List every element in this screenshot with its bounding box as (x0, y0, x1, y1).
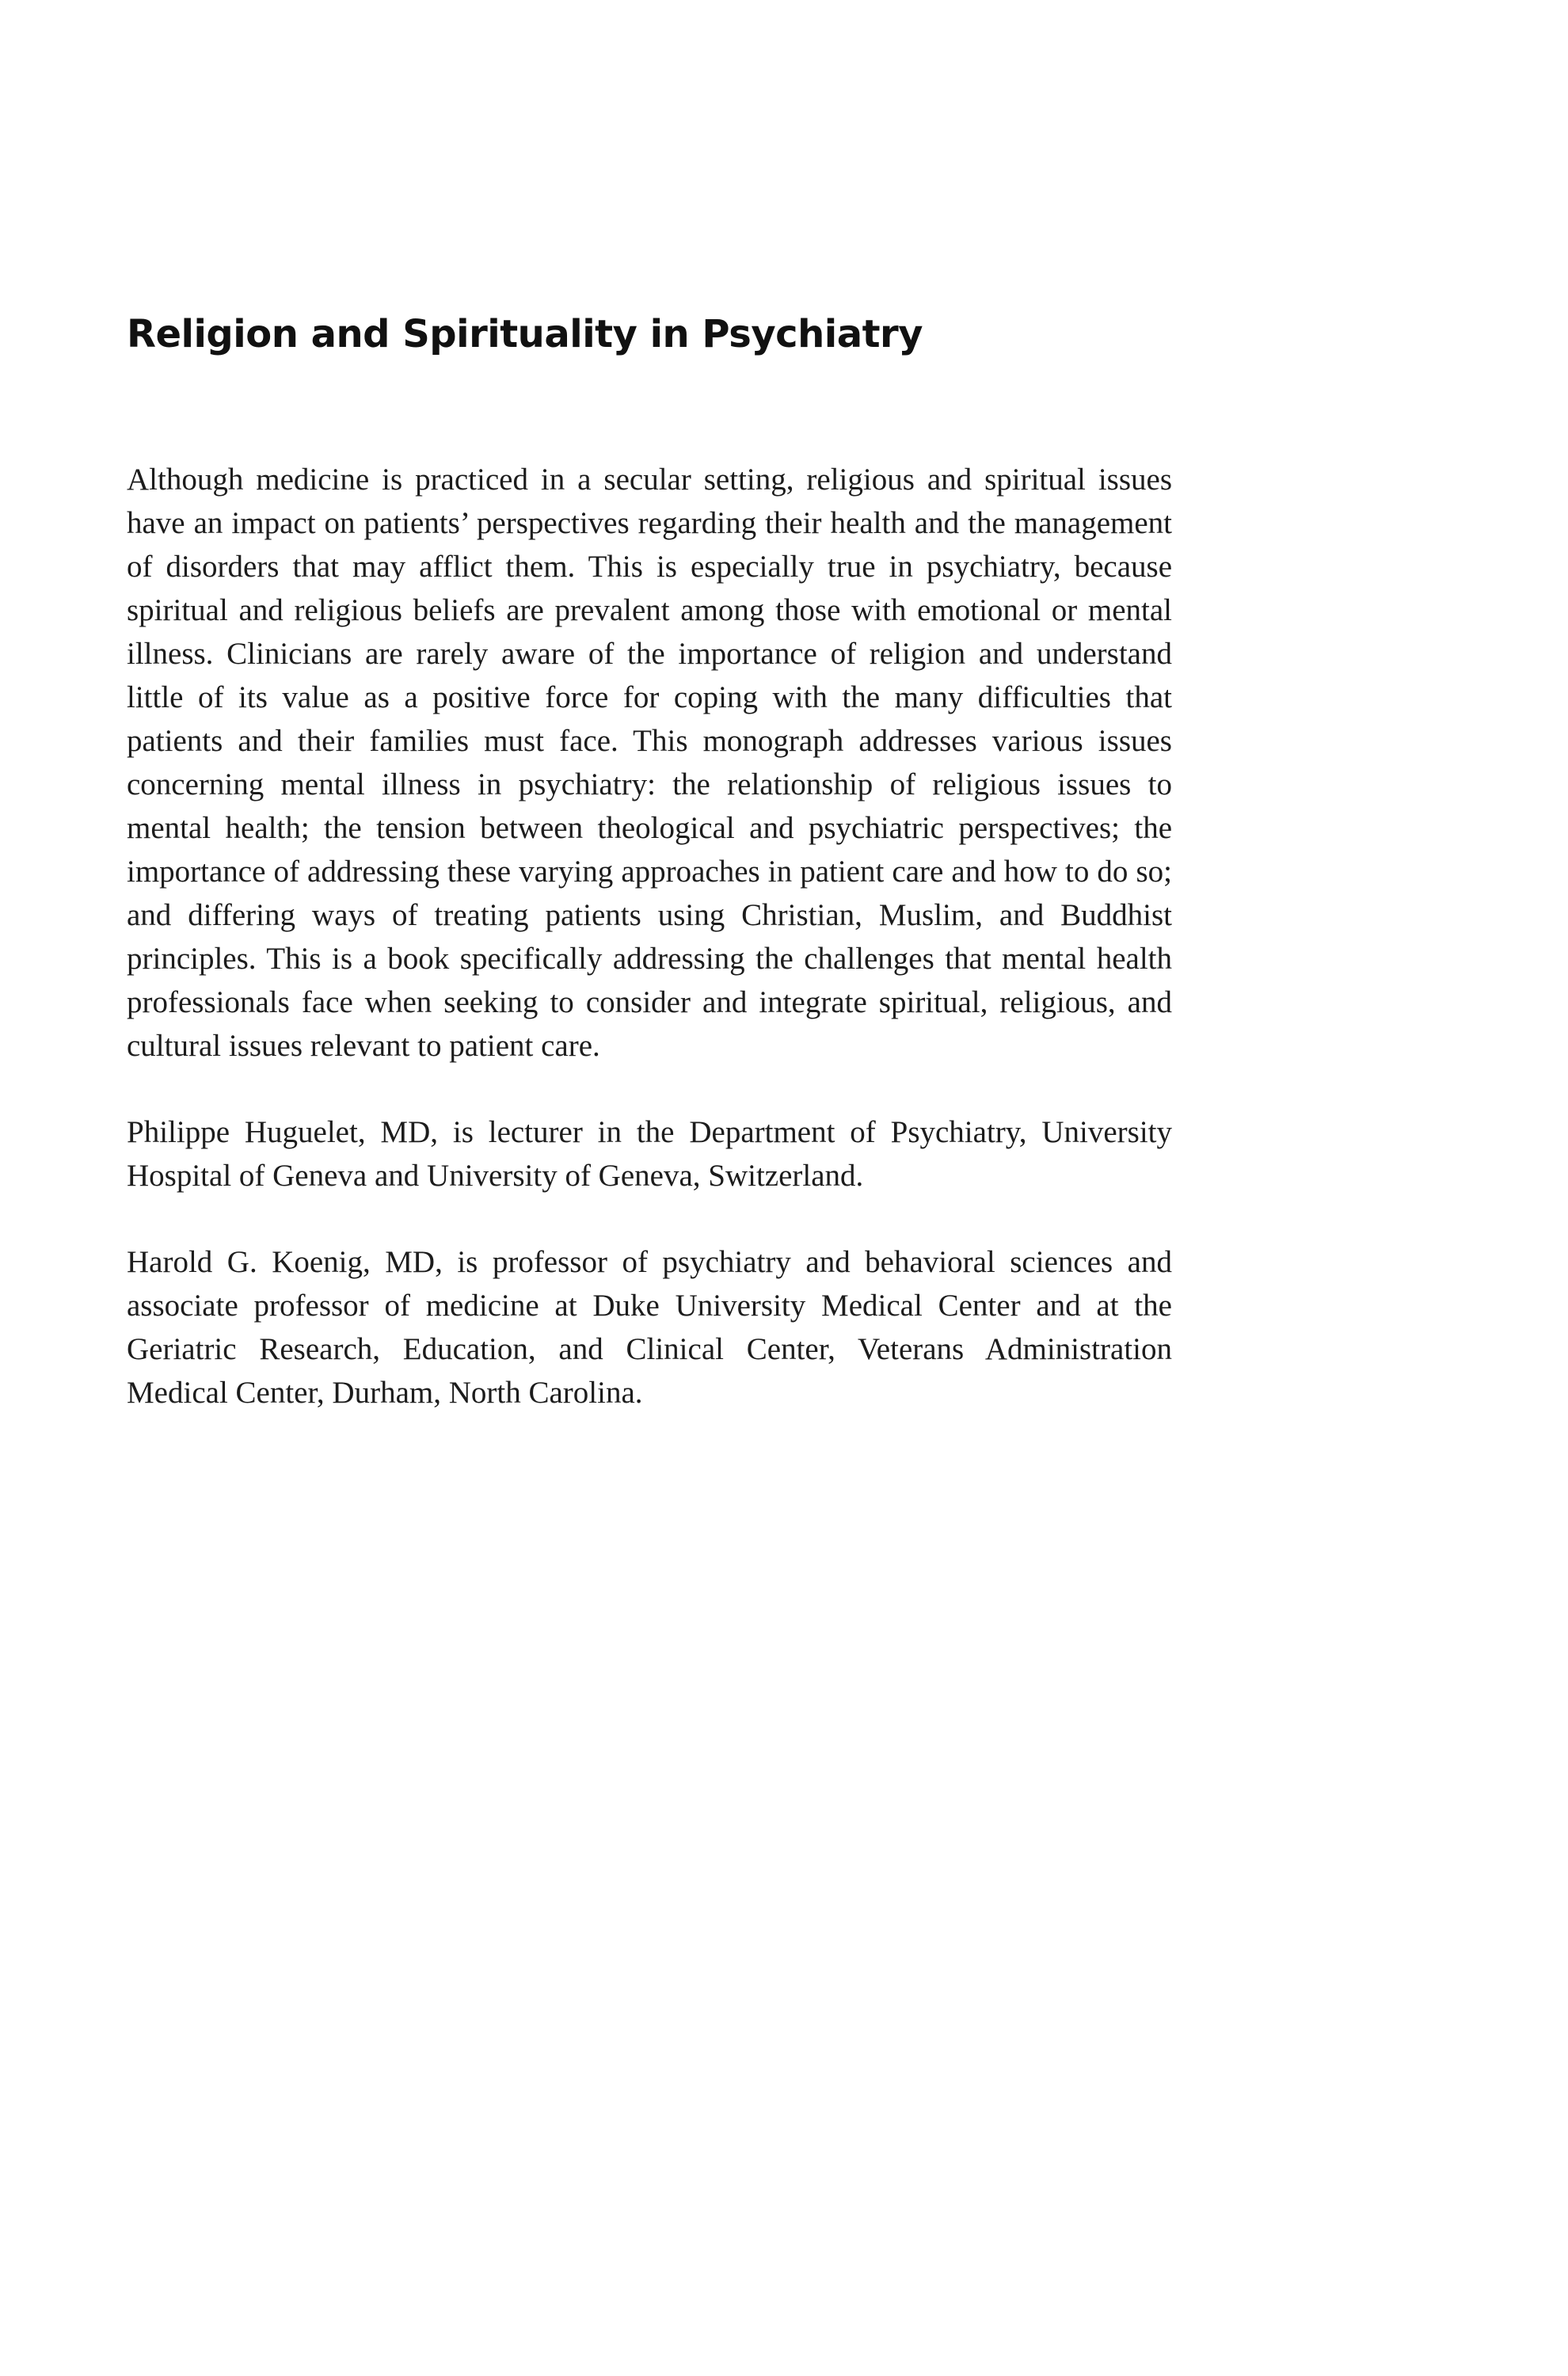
book-summary-paragraph: Although medicine is practiced in a secular setting, religious and spiritual issues have an impact on patients’ perspectives regarding their health and the management of disorders that may afflict them. This is especially true in psychiatry, because spiritual and religious beliefs are prevalent among those with emotional or mental illness. Clinicians are rarely aware of the importance of religion and understand little of its value as a positive force for coping with the many difficulties that patients and their families must face. This monograph addresses various issues concerning mental illness in psychiatry: the relationship of religious issues to mental health; the tension between theological and psychiatric perspectives; the importance of addressing these varying approaches in patient care and how to do so; and differing ways of treating patients using Christian, Muslim, and Buddhist principles. This is a book specifically addressing the challenges that mental health professionals face when seeking to consider and integrate spiritual, religious, and cultural issues relevant to patient care. (127, 463, 1172, 1063)
book-description (127, 458, 1172, 1415)
book-title: Religion and Spirituality in Psychiatry (127, 312, 923, 356)
editor-bio-koenig: Harold G. Koenig, MD, is professor of psychiatry and behavioral sciences and associate professor of medicine at Duke University Medical Center and at the Geriatric Research, Education, and Clinical Center, Veterans Administration Medical Center, Durham, North Carolina. (127, 1245, 1172, 1410)
editor-bio-huguelet: Philippe Huguelet, MD, is lecturer in the Department of Psychiatry, University Hospital of Geneva and University of Geneva, Switzerland. (127, 1115, 1172, 1193)
